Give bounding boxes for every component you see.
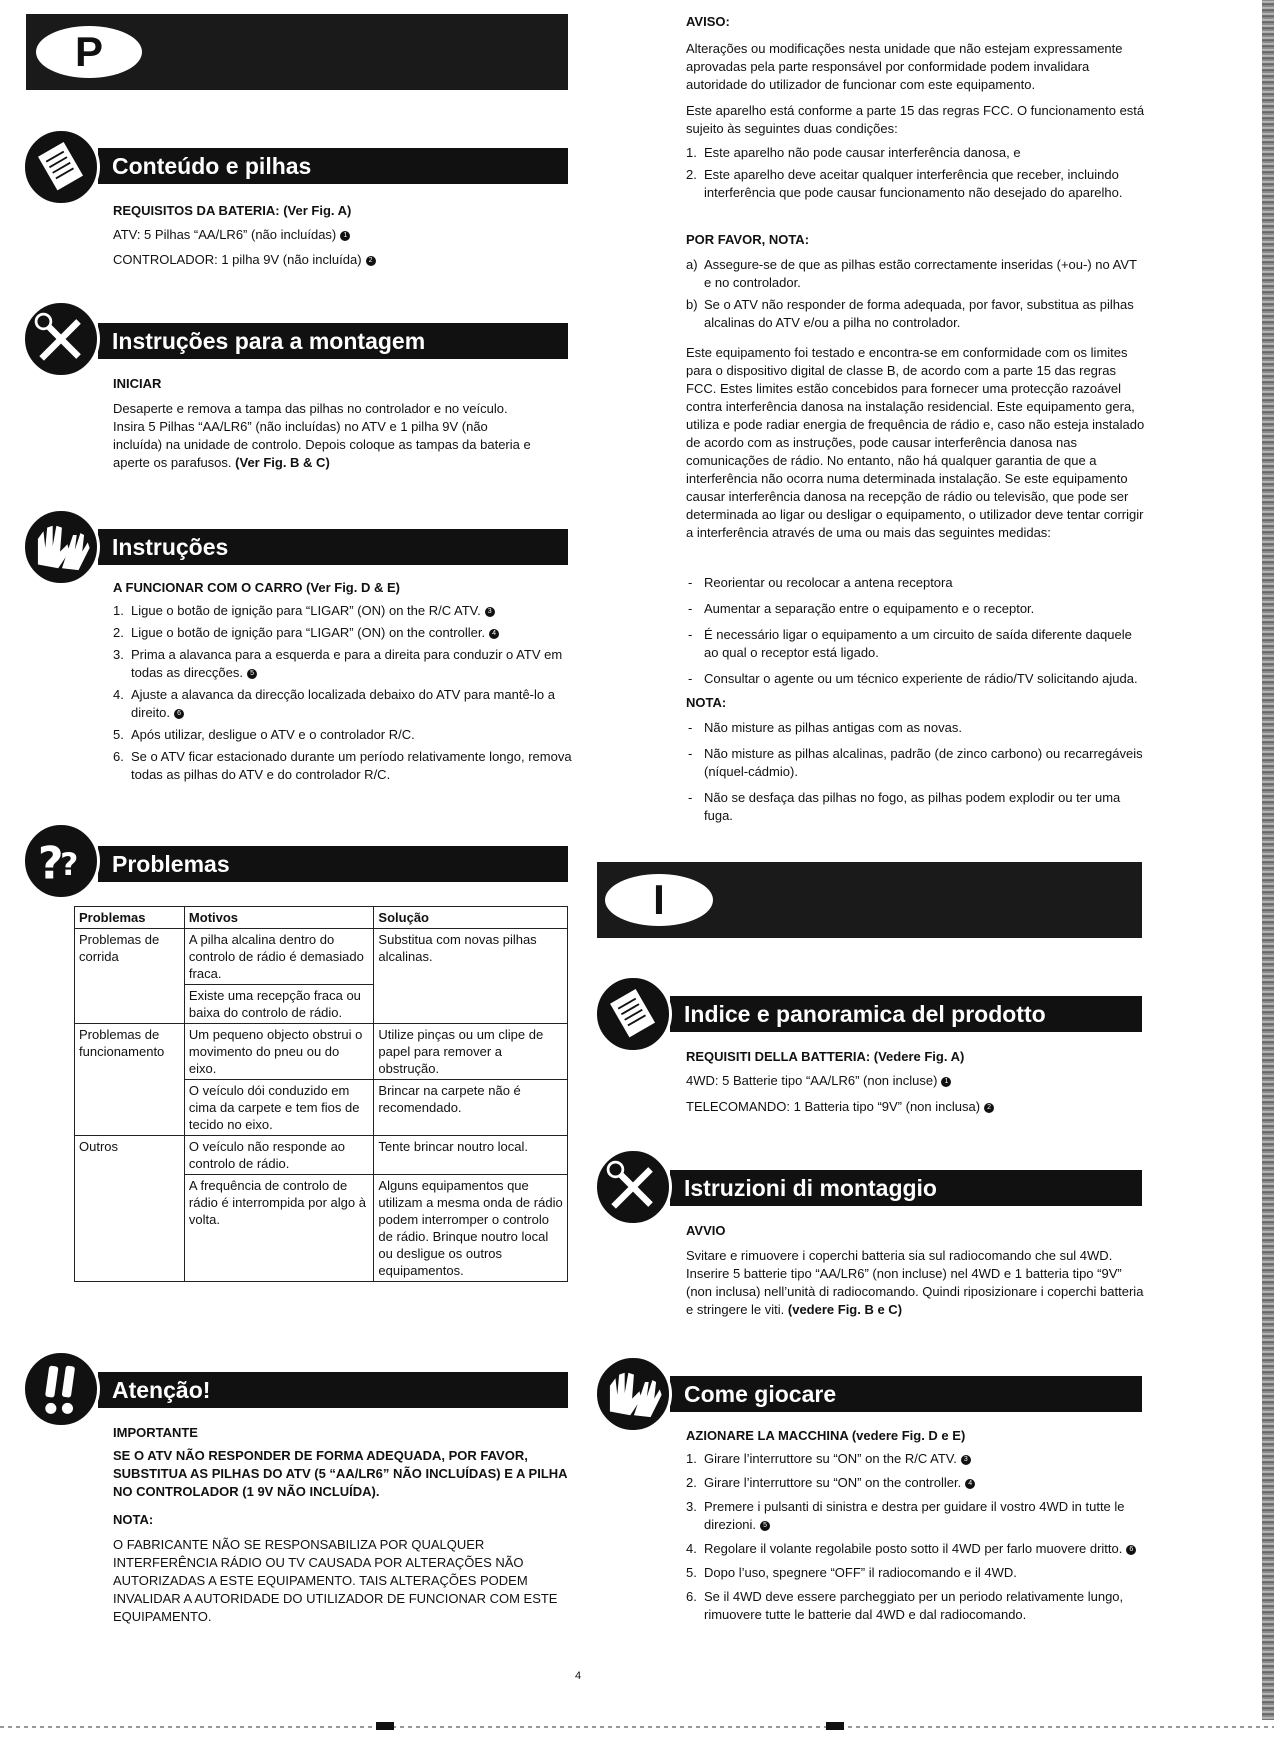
- item-number: 3.: [686, 1499, 697, 1514]
- item-text: Girare l’interruttore su “ON” on the R/C ATV.: [704, 1451, 957, 1466]
- battery-line: [113, 226, 350, 244]
- start-heading: AVVIO: [686, 1223, 726, 1238]
- please-note-heading: POR FAVOR, NOTA:: [686, 232, 810, 247]
- item-text: Este aparelho deve aceitar qualquer interferência que receber, incluindo interferência que pode causar funcionamento não desejado do aparelho.: [704, 167, 1123, 200]
- svg-text:?: ?: [37, 838, 64, 890]
- section-title: Conteúdo e pilhas: [112, 153, 312, 179]
- document-icon: [22, 128, 100, 206]
- note-heading: NOTA:: [686, 695, 727, 710]
- language-letter: I: [653, 876, 665, 923]
- section-heading: [98, 529, 568, 565]
- tools-icon: [594, 1148, 672, 1226]
- battery-line: [113, 251, 376, 269]
- instruction-list: [686, 1450, 1148, 1628]
- list-item: [113, 602, 573, 620]
- list-item: [113, 686, 573, 722]
- assembly-text: Svitare e rimuovere i coperchi batteria sia sul radiocomando che sul 4WD. Inserire 5 batterie tipo “AA/LR6” (non incluse) nel 4WD e 1 batteria tipo “9V” (non inclusa) nell’unità di radiocomando. Quindi riposizionare i coperchi batteria e stringere le viti.: [686, 1248, 1144, 1317]
- item-dash: -: [688, 720, 693, 735]
- section-title: Instruções para a montagem: [112, 328, 426, 354]
- list-item: [686, 144, 1146, 162]
- assembly-text: Desaperte e remova a tampa das pilhas no controlador e no veículo. Insira 5 Pilhas “AA/LR6” (não incluídas) no ATV e 1 pilha 9V (não incluída) na unidade de controlo. Depois coloque as tampas da bateria e aperte os parafusos.: [113, 401, 531, 470]
- item-number: 4.: [686, 1541, 697, 1556]
- tools-icon: [22, 300, 100, 378]
- item-number: 2.: [686, 167, 697, 182]
- section-heading: [670, 1376, 1142, 1412]
- svg-text:?: ?: [60, 846, 79, 883]
- item-text: Ajuste a alavanca da direcção localizada debaixo do ATV para mantê-lo a direito.: [131, 687, 555, 720]
- notes-list: [686, 719, 1148, 829]
- item-text: Assegure-se de que as pilhas estão correctamente inseridas (+ou-) no AVT e no controlador.: [704, 257, 1137, 290]
- please-note-list: [686, 256, 1146, 336]
- table-cell: Existe uma recepção fraca ou baixa do controlo de rádio.: [184, 985, 374, 1024]
- item-number: 4.: [113, 687, 124, 702]
- item-number: 3.: [113, 647, 124, 662]
- item-text: Reorientar ou recolocar a antena receptora: [704, 575, 953, 590]
- list-item: [686, 166, 1146, 202]
- section-title: Come giocare: [684, 1381, 837, 1407]
- section-heading: [670, 1170, 1142, 1206]
- battery-requirements-heading: REQUISITOS DA BATERIA: (Ver Fig. A): [113, 203, 352, 218]
- table-cell: Problemas de corrida: [75, 929, 185, 1024]
- item-text: Este aparelho não pode causar interferência danosa, e: [704, 145, 1021, 160]
- table-header-row: [75, 907, 568, 929]
- section-title: Instruções: [112, 534, 229, 560]
- warning-heading: AVISO:: [686, 14, 730, 29]
- bullet-number: 5: [247, 669, 257, 679]
- important-text: SE O ATV NÃO RESPONDER DE FORMA ADEQUADA, POR FAVOR, SUBSTITUA AS PILHAS DO ATV (5 “AA/LR6” NÃO INCLUÍDAS) E A PILHA NO CONTROLADOR (1 9V NÃO INCLUÍDA).: [113, 1448, 568, 1499]
- list-item: [686, 670, 1148, 688]
- item-number: b): [686, 297, 698, 312]
- item-number: 6.: [686, 1589, 697, 1604]
- section-title: Atenção!: [112, 1377, 211, 1403]
- question-icon: [22, 822, 100, 900]
- table-cell: O veículo não responde ao controlo de rádio.: [184, 1136, 374, 1175]
- item-text: Girare l’interruttore su “ON” on the controller.: [704, 1475, 962, 1490]
- hands-icon: [594, 1355, 672, 1433]
- item-text: Ligue o botão de ignição para “LIGAR” (ON) on the controller.: [131, 625, 486, 640]
- conditions-list: [686, 144, 1146, 206]
- scan-edge: [1262, 0, 1274, 1720]
- item-text: Consultar o agente ou um técnico experiente de rádio/TV solicitando ajuda.: [704, 671, 1138, 686]
- warning-icon: [22, 1350, 100, 1428]
- battery-line: [686, 1098, 994, 1116]
- table-row: [75, 1024, 568, 1080]
- disclaimer-text: O FABRICANTE NÃO SE RESPONSABILIZA POR QUALQUER INTERFERÊNCIA RÁDIO OU TV CAUSADA POR ALTERAÇÕES NÃO AUTORIZADAS A ESTE EQUIPAMENTO. TAIS ALTERAÇÕES PODEM INVALIDAR A AUTORIDADE DO UTILIZADOR DE FUNCIONAR COM ESTE EQUIPAMENTO.: [113, 1537, 558, 1624]
- list-item: [686, 1498, 1148, 1534]
- item-number: 5.: [686, 1565, 697, 1580]
- bullet-number: 3: [961, 1455, 971, 1465]
- list-item: [113, 748, 573, 784]
- table-cell: Alguns equipamentos que utilizam a mesma onda de rádio podem interromper o controlo de rádio. Brinque noutro local ou desligue os outros equipamentos.: [374, 1175, 568, 1282]
- start-heading: INICIAR: [113, 376, 162, 391]
- item-number: 1.: [686, 1451, 697, 1466]
- item-text: Aumentar a separação entre o equipamento e o receptor.: [704, 601, 1035, 616]
- operation-heading: A FUNCIONAR COM O CARRO (Ver Fig. D & E): [113, 580, 400, 595]
- bullet-number: 1: [941, 1077, 951, 1087]
- section-heading: [98, 1372, 568, 1408]
- list-item: [686, 745, 1148, 781]
- registration-mark: [826, 1722, 844, 1730]
- list-item: [686, 719, 1148, 737]
- assembly-paragraph: [686, 1247, 1148, 1319]
- list-item: [686, 789, 1148, 825]
- list-item: [686, 296, 1146, 332]
- battery-line-text: 4WD: 5 Batterie tipo “AA/LR6” (non incluse): [686, 1073, 938, 1088]
- figure-reference: (Ver Fig. B & C): [235, 455, 330, 470]
- item-text: Não misture as pilhas alcalinas, padrão (de zinco carbono) ou recarregáveis (níquel-cádmio).: [704, 746, 1143, 779]
- item-text: Dopo l’uso, spegnere “OFF” il radiocomando e il 4WD.: [704, 1565, 1017, 1580]
- table-cell: Substitua com novas pilhas alcalinas.: [374, 929, 568, 1024]
- list-item: [113, 646, 573, 682]
- bullet-number: 1: [340, 231, 350, 241]
- table-cell: Problemas de funcionamento: [75, 1024, 185, 1136]
- language-bar-i: [597, 862, 1142, 938]
- battery-line-text: TELECOMANDO: 1 Batteria tipo “9V” (non inclusa): [686, 1099, 981, 1114]
- item-text: Ligue o botão de ignição para “LIGAR” (ON) on the R/C ATV.: [131, 603, 481, 618]
- item-number: 1.: [113, 603, 124, 618]
- section-heading: [98, 323, 568, 359]
- assembly-paragraph: [113, 400, 538, 472]
- list-item: [686, 256, 1146, 292]
- item-number: a): [686, 257, 698, 272]
- measures-list: [686, 574, 1148, 692]
- battery-line-text: ATV: 5 Pilhas “AA/LR6” (não incluídas): [113, 227, 337, 242]
- language-letter: P: [74, 28, 103, 75]
- table-header: Problemas: [75, 907, 185, 929]
- item-text: Não misture as pilhas antigas com as novas.: [704, 720, 962, 735]
- table-cell: Outros: [75, 1136, 185, 1282]
- item-dash: -: [688, 627, 693, 642]
- bullet-number: 4: [489, 629, 499, 639]
- bullet-number: 6: [1126, 1545, 1136, 1555]
- section-heading: [670, 996, 1142, 1032]
- bullet-number: 3: [485, 607, 495, 617]
- list-item: [686, 1588, 1148, 1624]
- table-header: Solução: [374, 907, 568, 929]
- battery-line: [686, 1072, 951, 1090]
- page-number: 4: [575, 1670, 582, 1682]
- bullet-number: 2: [366, 256, 376, 266]
- section-heading: [98, 846, 568, 882]
- language-badge: [605, 874, 713, 926]
- table-cell: A pilha alcalina dentro do controlo de rádio é demasiado fraca.: [184, 929, 374, 985]
- table-row: [75, 1136, 568, 1175]
- item-number: 5.: [113, 727, 124, 742]
- list-item: [113, 624, 573, 642]
- item-number: 2.: [113, 625, 124, 640]
- registration-mark: [376, 1722, 394, 1730]
- list-item: [113, 726, 573, 744]
- list-item: [686, 600, 1148, 618]
- language-bar-p: [26, 14, 568, 90]
- bullet-number: 5: [760, 1521, 770, 1531]
- instruction-list: [113, 602, 573, 788]
- table-cell: A frequência de controlo de rádio é interrompida por algo à volta.: [184, 1175, 374, 1282]
- table-cell: O veículo dói conduzido em cima da carpete e tem fios de tecido no eixo.: [184, 1080, 374, 1136]
- table-cell: Tente brincar noutro local.: [374, 1136, 568, 1175]
- figure-reference: (vedere Fig. B e C): [787, 1302, 903, 1317]
- section-title: Problemas: [112, 851, 230, 877]
- item-text: Após utilizar, desligue o ATV e o controlador R/C.: [131, 727, 415, 742]
- item-text: Se o ATV ficar estacionado durante um período relativamente longo, remova todas as pilhas do ATV e do controlador R/C.: [131, 749, 572, 782]
- item-text: Prima a alavanca para a esquerda e para a direita para conduzir o ATV em todas as direcções.: [131, 647, 563, 680]
- bottom-trim-line: [0, 1726, 1274, 1728]
- language-badge: [36, 26, 142, 78]
- note-heading: NOTA:: [113, 1512, 154, 1527]
- table-cell: Brincar na carpete não é recomendado.: [374, 1080, 568, 1136]
- item-dash: -: [688, 575, 693, 590]
- list-item: [686, 1540, 1148, 1558]
- bullet-number: 6: [174, 709, 184, 719]
- list-item: [686, 626, 1148, 662]
- list-item: [686, 574, 1148, 592]
- item-text: Regolare il volante regolabile posto sotto il 4WD per farlo muovere dritto.: [704, 1541, 1123, 1556]
- hands-icon: [22, 508, 100, 586]
- bullet-number: 2: [984, 1103, 994, 1113]
- important-heading: IMPORTANTE: [113, 1425, 198, 1440]
- table-header: Motivos: [184, 907, 374, 929]
- list-item: [686, 1564, 1148, 1582]
- fcc-long-paragraph: Este equipamento foi testado e encontra-se em conformidade com os limites para o dispositivo digital de classe B, de acordo com a parte 15 das regras FCC. Estes limites estão concebidos para fornecer uma protecção razoável contra interferência danosa na instalação residencial. Este equipamento gera, utiliza e pode radiar energia de frequência de rádio e, caso não esteja instalado de acordo com as instruções, pode causar interferência danosa nas comunicações de rádio. No entanto, não há qualquer garantia de que a interferência não ocorra numa determinada instalação. Se este equipamento causar interferência danosa na recepção de rádio ou televisão, que pode ser determinada ao ligar ou desligar o equipamento, o utilizador deve tentar corrigir a interferência através de uma ou mais das seguintes medidas:: [686, 345, 1145, 540]
- item-text: É necessário ligar o equipamento a um circuito de saída diferente daquele ao qual o receptor está ligado.: [704, 627, 1132, 660]
- section-title: Indice e panoramica del prodotto: [684, 1001, 1046, 1027]
- list-item: [686, 1450, 1148, 1468]
- fcc-paragraph: Este aparelho está conforme a parte 15 das regras FCC. O funcionamento está sujeito às seguintes duas condições:: [686, 103, 1145, 136]
- problems-table: [74, 906, 568, 1282]
- item-dash: -: [688, 671, 693, 686]
- battery-line-text: CONTROLADOR: 1 pilha 9V (não incluída): [113, 252, 362, 267]
- item-number: 2.: [686, 1475, 697, 1490]
- section-title: Istruzioni di montaggio: [684, 1175, 937, 1201]
- item-dash: -: [688, 746, 693, 761]
- bullet-number: 4: [965, 1479, 975, 1489]
- item-text: Não se desfaça das pilhas no fogo, as pilhas podem explodir ou ter uma fuga.: [704, 790, 1121, 823]
- item-dash: -: [688, 790, 693, 805]
- item-number: 6.: [113, 749, 124, 764]
- operation-heading: AZIONARE LA MACCHINA (vedere Fig. D e E): [686, 1428, 966, 1443]
- table-row: [75, 929, 568, 985]
- item-dash: -: [688, 601, 693, 616]
- table-cell: Utilize pinças ou um clipe de papel para remover a obstrução.: [374, 1024, 568, 1080]
- table-cell: Um pequeno objecto obstrui o movimento do pneu ou do eixo.: [184, 1024, 374, 1080]
- document-icon: [594, 975, 672, 1053]
- item-text: Se il 4WD deve essere parcheggiato per un periodo relativamente lungo, rimuovere tutte le batterie dal 4WD e dal radiocomando.: [704, 1589, 1124, 1622]
- battery-requirements-heading: REQUISITI DELLA BATTERIA: (Vedere Fig. A): [686, 1049, 965, 1064]
- list-item: [686, 1474, 1148, 1492]
- warning-paragraph: Alterações ou modificações nesta unidade que não estejam expressamente aprovadas pela parte responsável por conformidade podem invalidara autoridade do utilizador de funcionar com este equipamento.: [686, 41, 1123, 92]
- item-text: Se o ATV não responder de forma adequada, por favor, substitua as pilhas alcalinas do ATV e/ou a pilha no controlador.: [704, 297, 1134, 330]
- item-text: Premere i pulsanti di sinistra e destra per guidare il vostro 4WD in tutte le direzioni.: [704, 1499, 1125, 1532]
- section-heading: [98, 148, 568, 184]
- item-number: 1.: [686, 145, 697, 160]
